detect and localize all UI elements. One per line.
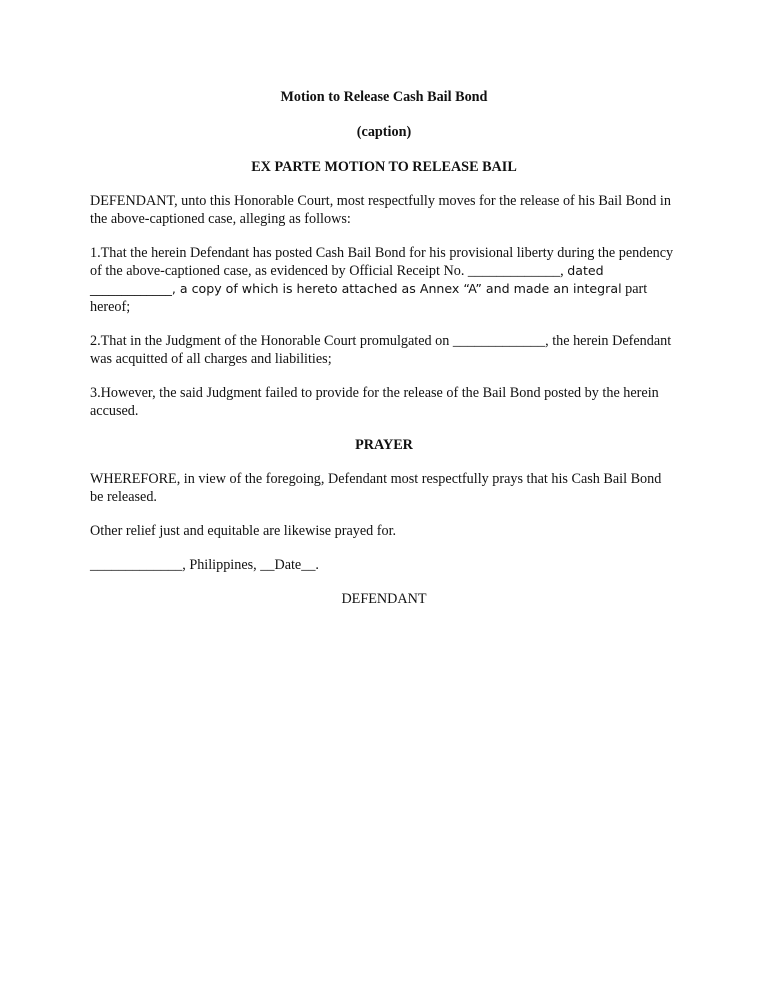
motion-heading: EX PARTE MOTION TO RELEASE BAIL: [251, 159, 517, 175]
paragraph-1-part-c: part hereof;: [90, 281, 648, 315]
place-date-line: _____________, Philippines, __Date__.: [90, 557, 319, 573]
intro-paragraph: DEFENDANT, unto this Honorable Court, most respectfully moves for the release of his Bail Bond in the above-captioned case, alleging as follows:: [90, 193, 671, 227]
document-body: [90, 88, 678, 608]
paragraph-1-part-a: 1.That the herein Defendant has posted Cash Bail Bond for his provisional liberty during the pendency of the above-captioned case, as evidenced by Official Receipt No. _____________,: [90, 245, 674, 279]
other-relief-paragraph: Other relief just and equitable are likewise prayed for.: [90, 523, 397, 539]
paragraph-3: 3.However, the said Judgment failed to provide for the release of the Bail Bond posted by the herein accused.: [90, 385, 659, 419]
paragraph-2: 2.That in the Judgment of the Honorable Court promulgated on _____________, the herein Defendant was acquitted of all charges and liabilities;: [90, 333, 672, 367]
signature-label: DEFENDANT: [341, 591, 427, 607]
paragraph-1-part-b: dated _____________, a copy of which is hereto attached as Annex “A” and made an integral: [90, 263, 622, 296]
paragraph-1: [90, 244, 678, 316]
document-title: Motion to Release Cash Bail Bond: [280, 89, 488, 105]
caption-label: (caption): [356, 124, 412, 140]
prayer-heading: PRAYER: [355, 437, 413, 453]
prayer-paragraph: WHEREFORE, in view of the foregoing, Defendant most respectfully prays that his Cash Bail Bond be released.: [90, 471, 662, 505]
